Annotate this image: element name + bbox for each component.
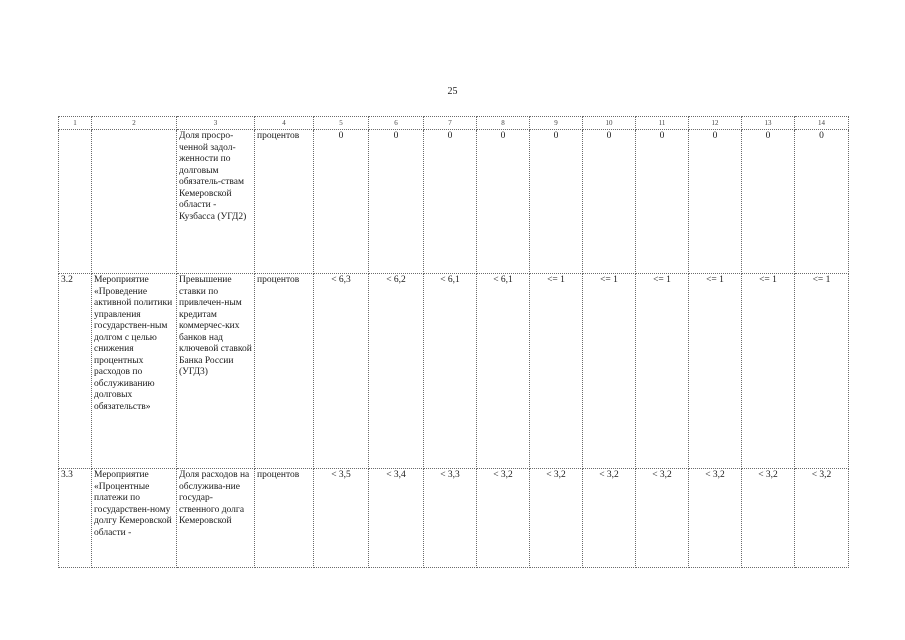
unit-cell: процентов (255, 274, 314, 469)
value-cell: <= 1 (742, 274, 795, 469)
indicator-cell: Доля просро-ченной задол-женности по долговым обязатель-ствам Кемеровской области - Кузбасса (УГД2) (177, 130, 255, 274)
column-number: 7 (424, 117, 477, 130)
column-number: 12 (689, 117, 742, 130)
value-cell: < 3,2 (583, 469, 636, 568)
column-number: 13 (742, 117, 795, 130)
value-cell: <= 1 (583, 274, 636, 469)
row-number: 3.2 (59, 274, 92, 469)
value-cell: < 6,3 (314, 274, 369, 469)
column-number: 8 (477, 117, 530, 130)
column-number: 2 (92, 117, 177, 130)
value-cell: < 6,1 (477, 274, 530, 469)
table-row (59, 469, 849, 568)
column-number: 3 (177, 117, 255, 130)
value-cell: < 3,3 (424, 469, 477, 568)
table-row (59, 274, 849, 469)
indicator-cell: Превышение ставки по привлечен-ным кредитам коммерчес-ких банков над ключевой ставкой Банка России (УГД3) (177, 274, 255, 469)
column-number: 5 (314, 117, 369, 130)
indicator-cell: Доля расходов на обслужива-ние государ-ственного долга Кемеровской (177, 469, 255, 568)
unit-cell: процентов (255, 130, 314, 274)
value-cell: < 3,2 (689, 469, 742, 568)
value-cell: <= 1 (689, 274, 742, 469)
value-cell: 0 (477, 130, 530, 274)
value-cell: 0 (530, 130, 583, 274)
value-cell: <= 1 (530, 274, 583, 469)
column-number: 11 (636, 117, 689, 130)
event-cell (92, 130, 177, 274)
value-cell: 0 (636, 130, 689, 274)
event-cell: Мероприятие «Проведение активной политики управления государствен-ным долгом с целью снижения процентных расходов по обслуживанию долговых обязательств» (92, 274, 177, 469)
indicators-table (58, 116, 849, 568)
value-cell: 0 (369, 130, 424, 274)
value-cell: < 3,2 (795, 469, 849, 568)
row-number (59, 130, 92, 274)
column-number: 14 (795, 117, 849, 130)
value-cell: <= 1 (636, 274, 689, 469)
value-cell: < 3,2 (530, 469, 583, 568)
row-number: 3.3 (59, 469, 92, 568)
value-cell: 0 (424, 130, 477, 274)
value-cell: < 6,2 (369, 274, 424, 469)
column-number: 9 (530, 117, 583, 130)
value-cell: < 3,4 (369, 469, 424, 568)
value-cell: 0 (314, 130, 369, 274)
table-row (59, 130, 849, 274)
column-number: 10 (583, 117, 636, 130)
column-number: 4 (255, 117, 314, 130)
value-cell: <= 1 (795, 274, 849, 469)
value-cell: 0 (742, 130, 795, 274)
value-cell: < 3,5 (314, 469, 369, 568)
unit-cell: процентов (255, 469, 314, 568)
value-cell: < 6,1 (424, 274, 477, 469)
column-number-row (59, 117, 849, 130)
value-cell: 0 (689, 130, 742, 274)
value-cell: < 3,2 (636, 469, 689, 568)
event-cell: Мероприятие «Процентные платежи по государствен-ному долгу Кемеровской области - (92, 469, 177, 568)
value-cell: < 3,2 (477, 469, 530, 568)
value-cell: 0 (795, 130, 849, 274)
column-number: 6 (369, 117, 424, 130)
page-number: 25 (447, 86, 458, 97)
column-number: 1 (59, 117, 92, 130)
value-cell: 0 (583, 130, 636, 274)
value-cell: < 3,2 (742, 469, 795, 568)
